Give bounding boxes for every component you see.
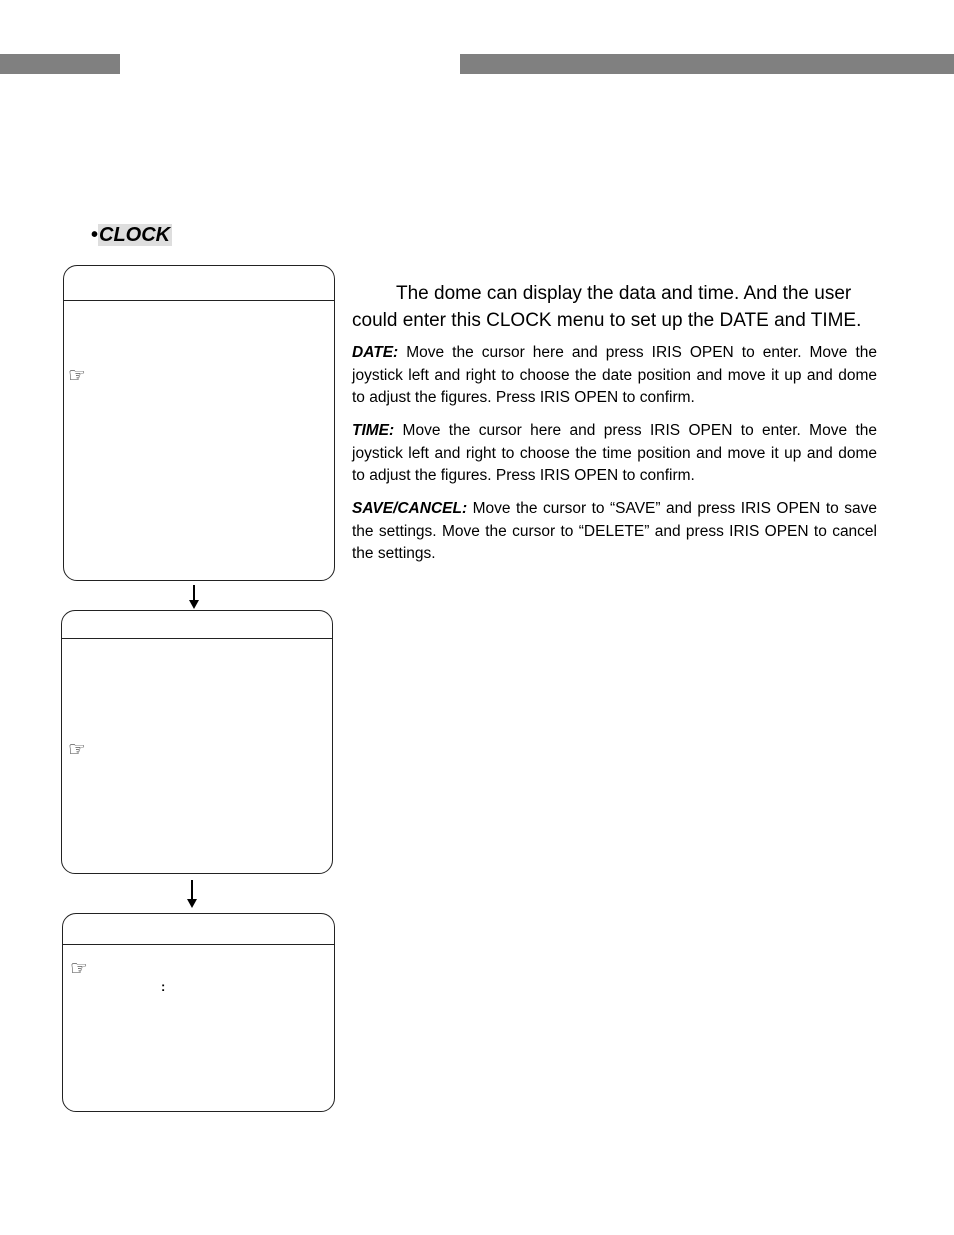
save-cancel-block xyxy=(352,498,877,566)
time-paragraph xyxy=(352,420,877,488)
time-separator: : xyxy=(161,979,166,994)
time-term: TIME: xyxy=(352,422,395,439)
save-cancel-text: Move the cursor to “SAVE” and press IRIS OPEN to save the settings. Move the cursor to “DELETE” and press IRIS OPEN to cancel the settings. xyxy=(352,500,877,562)
pointing-hand-icon: ☞ xyxy=(68,363,86,387)
heading-bullet: • xyxy=(91,224,99,246)
save-cancel-term: SAVE/CANCEL: xyxy=(352,500,468,517)
pointing-hand-icon: ☞ xyxy=(70,956,88,980)
menu-title-divider xyxy=(62,638,332,639)
pointing-hand-icon: ☞ xyxy=(68,737,86,761)
menu-title-divider xyxy=(63,944,334,945)
intro-block xyxy=(352,280,877,334)
menu-title-divider xyxy=(64,300,334,301)
flow-arrow-down xyxy=(186,880,198,908)
header-bar-right xyxy=(460,54,954,74)
intro-paragraph: The dome can display the data and time. And the user could enter this CLOCK menu to set up the DATE and TIME. xyxy=(352,283,862,331)
clock-menu-box xyxy=(62,913,335,1112)
save-cancel-paragraph xyxy=(352,498,877,566)
time-text: Move the cursor here and press IRIS OPEN to enter. Move the joystick left and right to choose the time position and move it up and dome to adjust the figures. Press IRIS OPEN to confirm. xyxy=(352,422,877,484)
main-menu-box xyxy=(63,265,335,581)
flow-arrow-down xyxy=(188,585,200,609)
date-block xyxy=(352,342,877,410)
setup-menu-box xyxy=(61,610,333,874)
section-heading xyxy=(91,221,174,249)
header-bar-left xyxy=(0,54,120,74)
date-paragraph xyxy=(352,342,877,410)
section-title: CLOCK xyxy=(99,224,171,246)
date-text: Move the cursor here and press IRIS OPEN to enter. Move the joystick left and right to choose the date position and move it up and dome to adjust the figures. Press IRIS OPEN to confirm. xyxy=(352,344,877,406)
date-term: DATE: xyxy=(352,344,399,361)
time-block xyxy=(352,420,877,488)
